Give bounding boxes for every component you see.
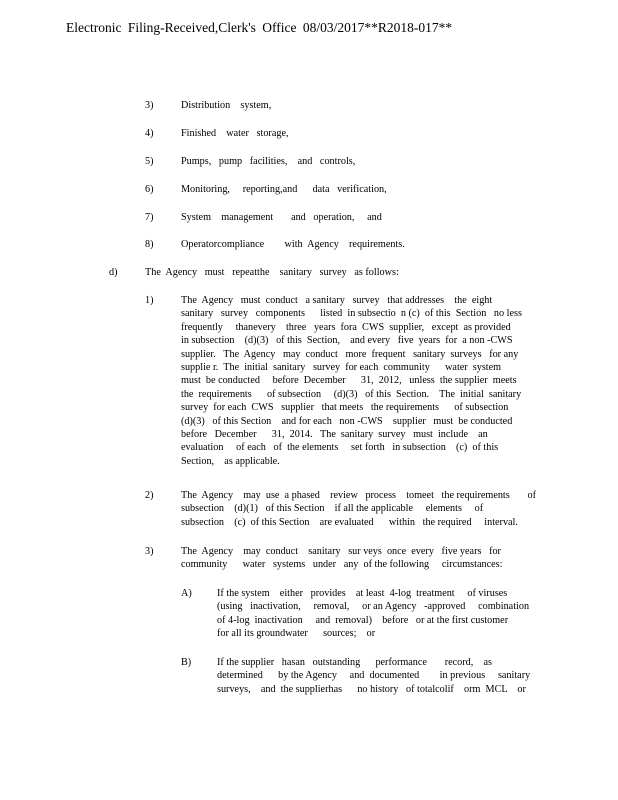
- paragraph-text: [181, 489, 541, 529]
- paragraph-number: 2): [145, 490, 154, 501]
- item-number: 4): [145, 128, 154, 139]
- text-line: in subsection (d)(3) of this Section, and every five years for a non -CWS: [181, 335, 513, 347]
- paragraph-text: [181, 294, 541, 468]
- filing-header: Electronic Filing-Received,Clerk's Office 08/03/2017**R2018-017**: [66, 20, 453, 35]
- subparagraph-letter: A): [181, 588, 192, 599]
- text-line: community water systems under any of the following circumstances:: [181, 559, 503, 571]
- section-text: The Agency must repeatthe sanitary survey as follows:: [145, 267, 399, 278]
- text-line: If the system either provides at least 4-log treatment of viruses: [217, 588, 508, 599]
- subparagraph-letter: B): [181, 657, 192, 668]
- item-text: Pumps, pump facilities, and controls,: [181, 156, 356, 167]
- item-text: Finished water storage,: [181, 128, 289, 139]
- text-line: for all its groundwater sources; or: [217, 628, 376, 640]
- item-number: 3): [145, 100, 154, 111]
- paragraph-text: [181, 545, 541, 572]
- text-line: The Agency may use a phased review process tomeet the requirements of: [181, 490, 537, 501]
- item-text: System management and operation, and: [181, 212, 382, 223]
- item-number: 5): [145, 156, 154, 167]
- text-line: (using inactivation, removal, or an Agency -approved combination: [217, 601, 530, 613]
- text-line: The Agency must conduct a sanitary survey that addresses the eight: [181, 295, 493, 306]
- item-number: 8): [145, 239, 154, 250]
- text-line: survey for each CWS supplier that meets the requirements of subsection: [181, 402, 509, 414]
- paragraph-number: 3): [145, 546, 154, 557]
- text-line: evaluation of each of the elements set forth in subsection (c) of this: [181, 442, 499, 454]
- text-line: subsection (d)(1) of this Section if all the applicable elements of: [181, 503, 484, 515]
- text-line: sanitary survey components listed in subsectio n (c) of this Section no less: [181, 308, 522, 320]
- text-line: before December 31, 2014. The sanitary survey must include an: [181, 429, 488, 441]
- item-text: Operatorcompliance with Agency requirements.: [181, 239, 405, 250]
- text-line: supplie r. The initial sanitary survey for each community water system: [181, 362, 502, 374]
- text-line: supplier. The Agency may conduct more frequent sanitary surveys for any: [181, 348, 519, 360]
- text-line: the requirements of subsection (d)(3) of this Section. The initial sanitary: [181, 388, 522, 400]
- paragraph-number: 1): [145, 295, 154, 306]
- text-line: If the supplier hasan outstanding performance record, as: [217, 657, 492, 668]
- text-line: of 4-log inactivation and removal) before or at the first customer: [217, 614, 509, 626]
- item-text: Monitoring, reporting,and data verification,: [181, 184, 387, 195]
- text-line: The Agency may conduct sanitary sur veys once every five years for: [181, 546, 501, 557]
- text-line: determined by the Agency and documented in previous sanitary: [217, 670, 531, 682]
- text-line: surveys, and the supplierhas no history of totalcolif orm MCL or: [217, 683, 526, 695]
- text-line: subsection (c) of this Section are evaluated within the required interval.: [181, 516, 518, 528]
- item-number: 7): [145, 212, 154, 223]
- subparagraph-text: [217, 656, 537, 696]
- text-line: frequently thanevery three years fora CWS supplier, except as provided: [181, 321, 511, 333]
- subparagraph-text: [217, 587, 537, 641]
- text-line: Section, as applicable.: [181, 455, 280, 467]
- text-line: (d)(3) of this Section and for each non -CWS supplier must be conducted: [181, 415, 513, 427]
- item-number: 6): [145, 184, 154, 195]
- item-text: Distribution system,: [181, 100, 272, 111]
- section-number: d): [109, 267, 118, 278]
- text-line: must be conducted before December 31, 2012, unless the supplier meets: [181, 375, 517, 387]
